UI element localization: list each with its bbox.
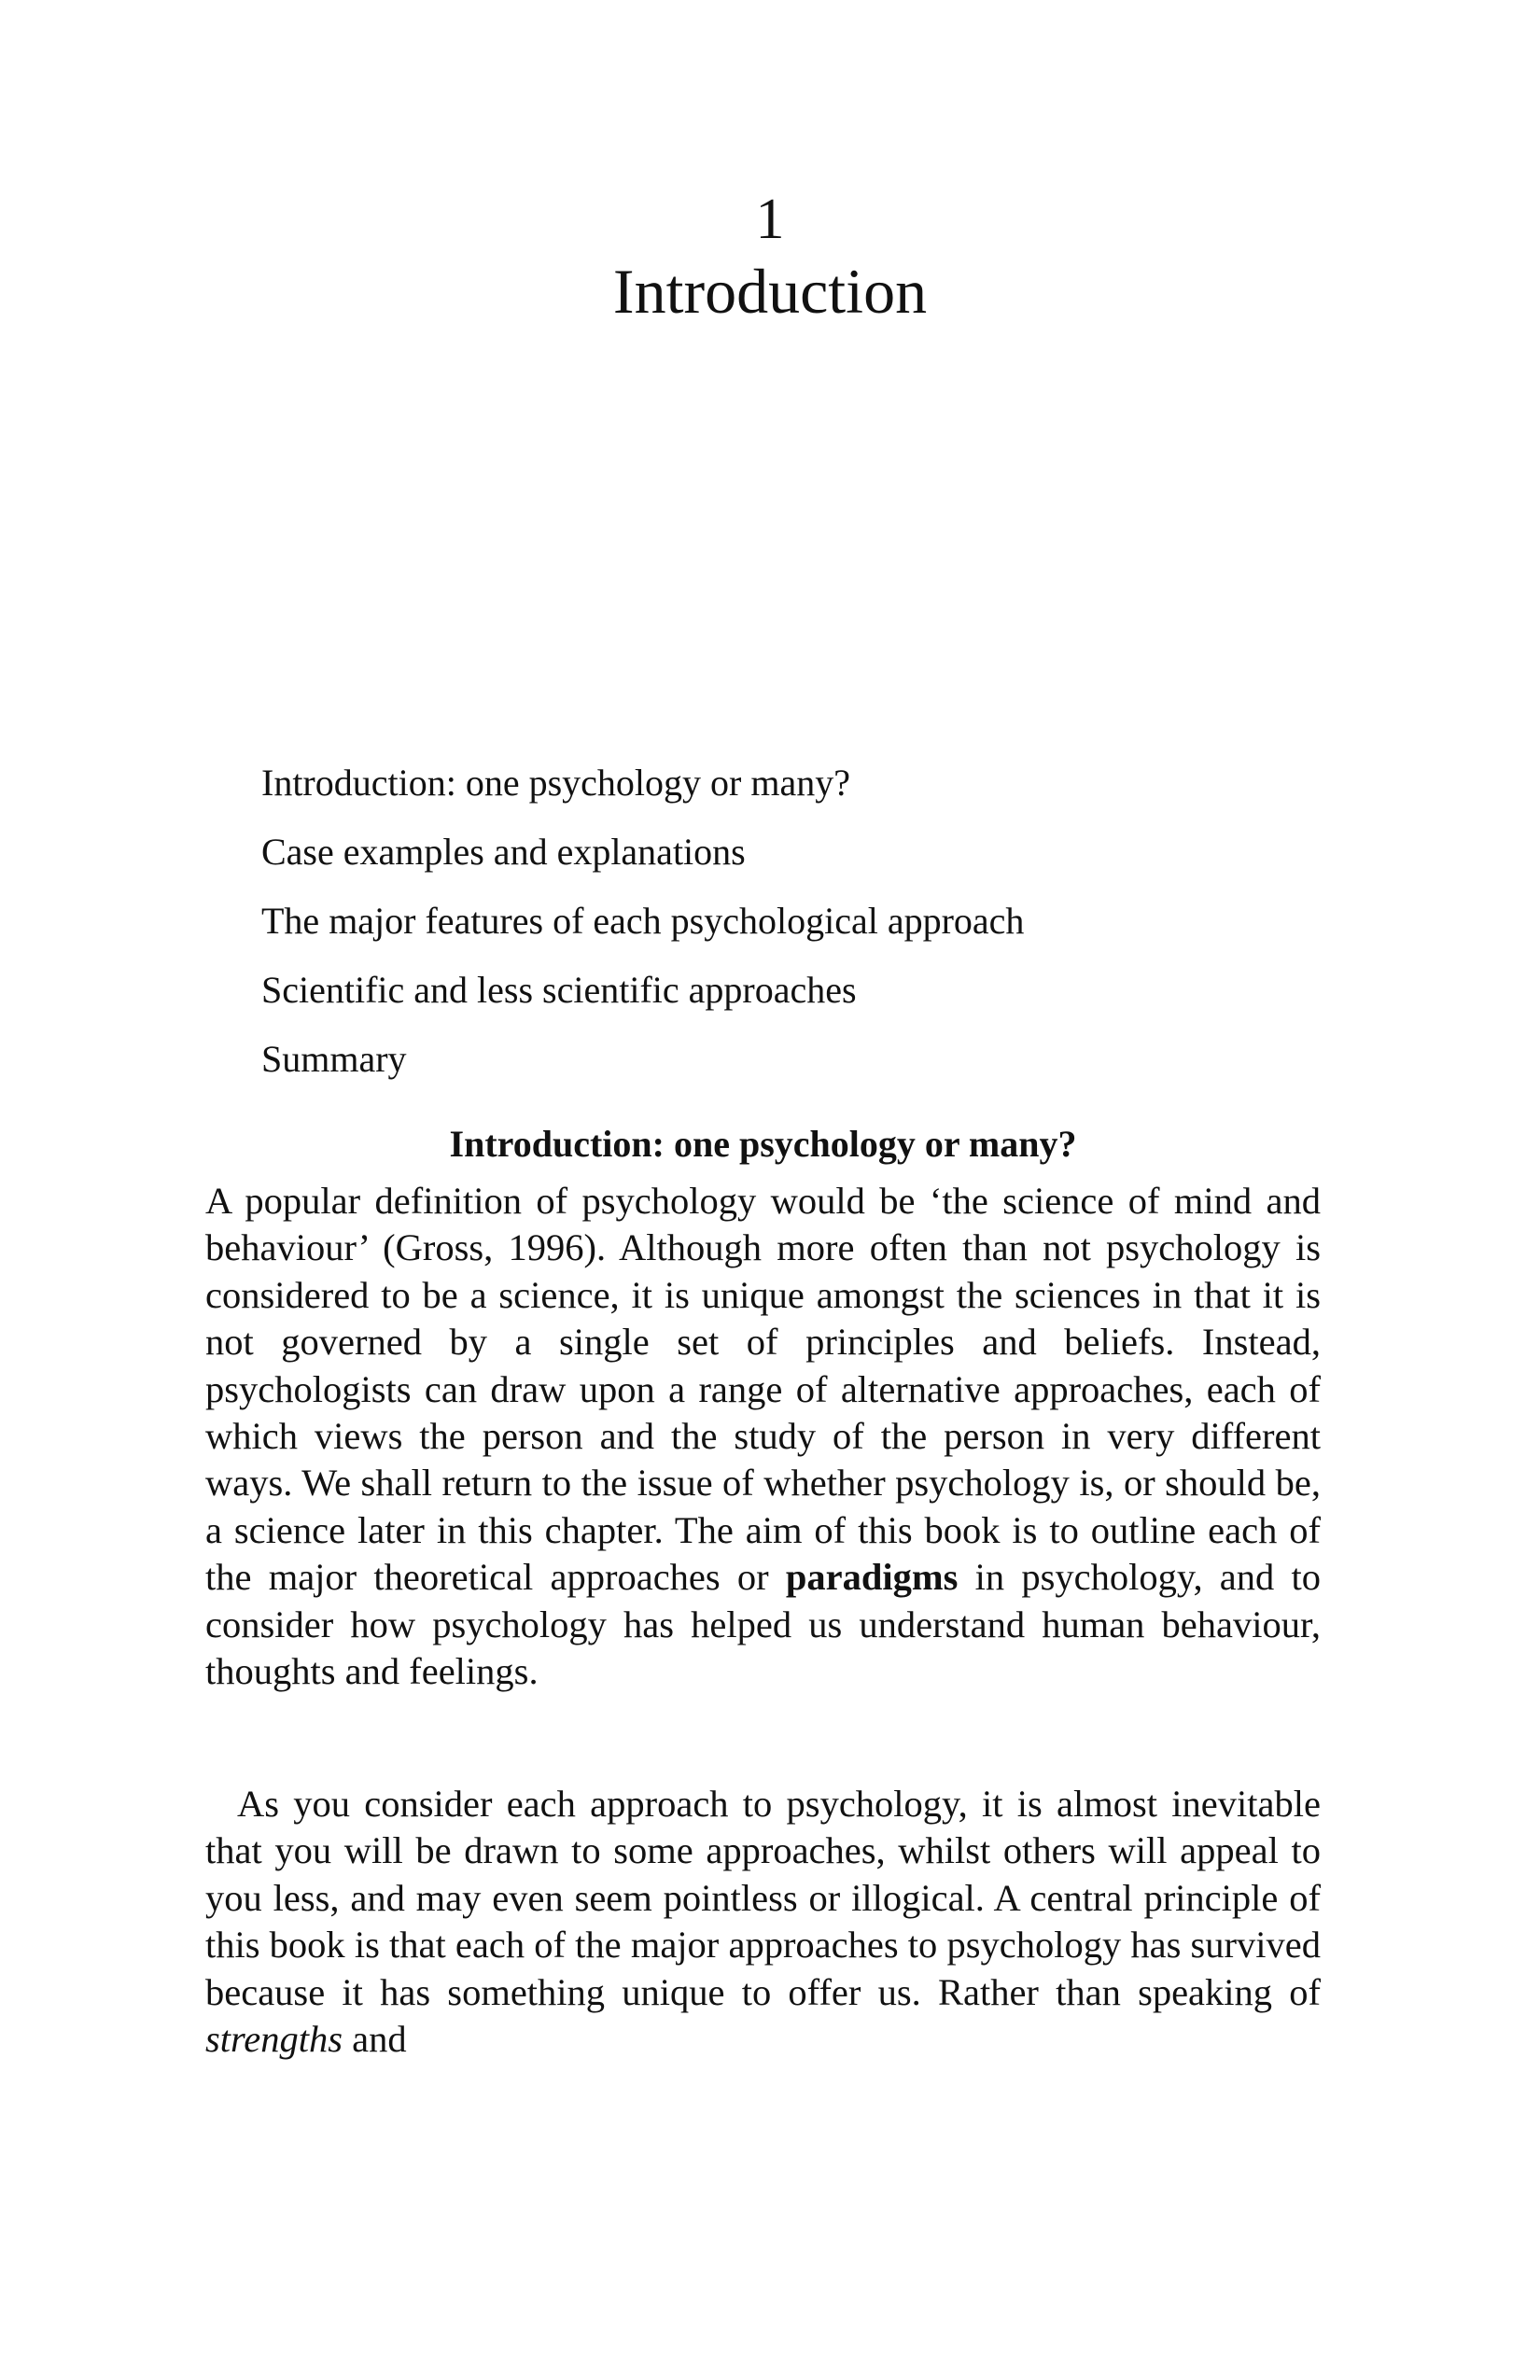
contents-item: Summary	[261, 1038, 407, 1080]
contents-item: Case examples and explanations	[261, 831, 746, 873]
paragraph-text: and	[343, 2018, 407, 2061]
paragraph-text: A popular definition of psychology would be ‘the science of mind and behaviour’ (Gross, 1996). Although more often than not psychology is considered to be a science, it is unique amongst the sciences in that it is not governed by a single set of principles and beliefs. Instead, psychologists can draw upon a range of alternative approaches, each of which views the person and the study of the person in very different ways. We shall return to the issue of whether psychology is, or should be, a science later in this chapter. The aim of this book is to outline each of the major theoretical approaches or	[205, 1180, 1321, 1599]
chapter-title: Introduction	[612, 256, 928, 327]
key-term-paradigms: paradigms	[785, 1556, 959, 1599]
paragraph-text: in psychology, and to consider how psychology has helped us understand human behaviour, thoughts and feelings.	[205, 1556, 1322, 1693]
emphasis-strengths: strengths	[205, 2018, 343, 2061]
chapter-number: 1	[755, 188, 785, 251]
contents-item: The major features of each psychological approach	[261, 900, 1025, 942]
contents-item: Scientific and less scientific approaches	[261, 969, 857, 1011]
chapter-contents-list	[261, 759, 1335, 1104]
section-heading: Introduction: one psychology or many?	[449, 1123, 1077, 1165]
contents-item: Introduction: one psychology or many?	[261, 762, 850, 804]
paragraph-text: As you consider each approach to psychology, it is almost inevitable that you will be drawn to some approaches, whilst others will appeal to you less, and may even seem pointless or illogical. A central principle of this book is that each of the major approaches to psychology has survived because it has something unique to offer us. Rather than speaking of	[205, 1783, 1321, 2013]
body-paragraph-2	[205, 1781, 1321, 2063]
body-paragraph-1	[205, 1178, 1321, 1695]
